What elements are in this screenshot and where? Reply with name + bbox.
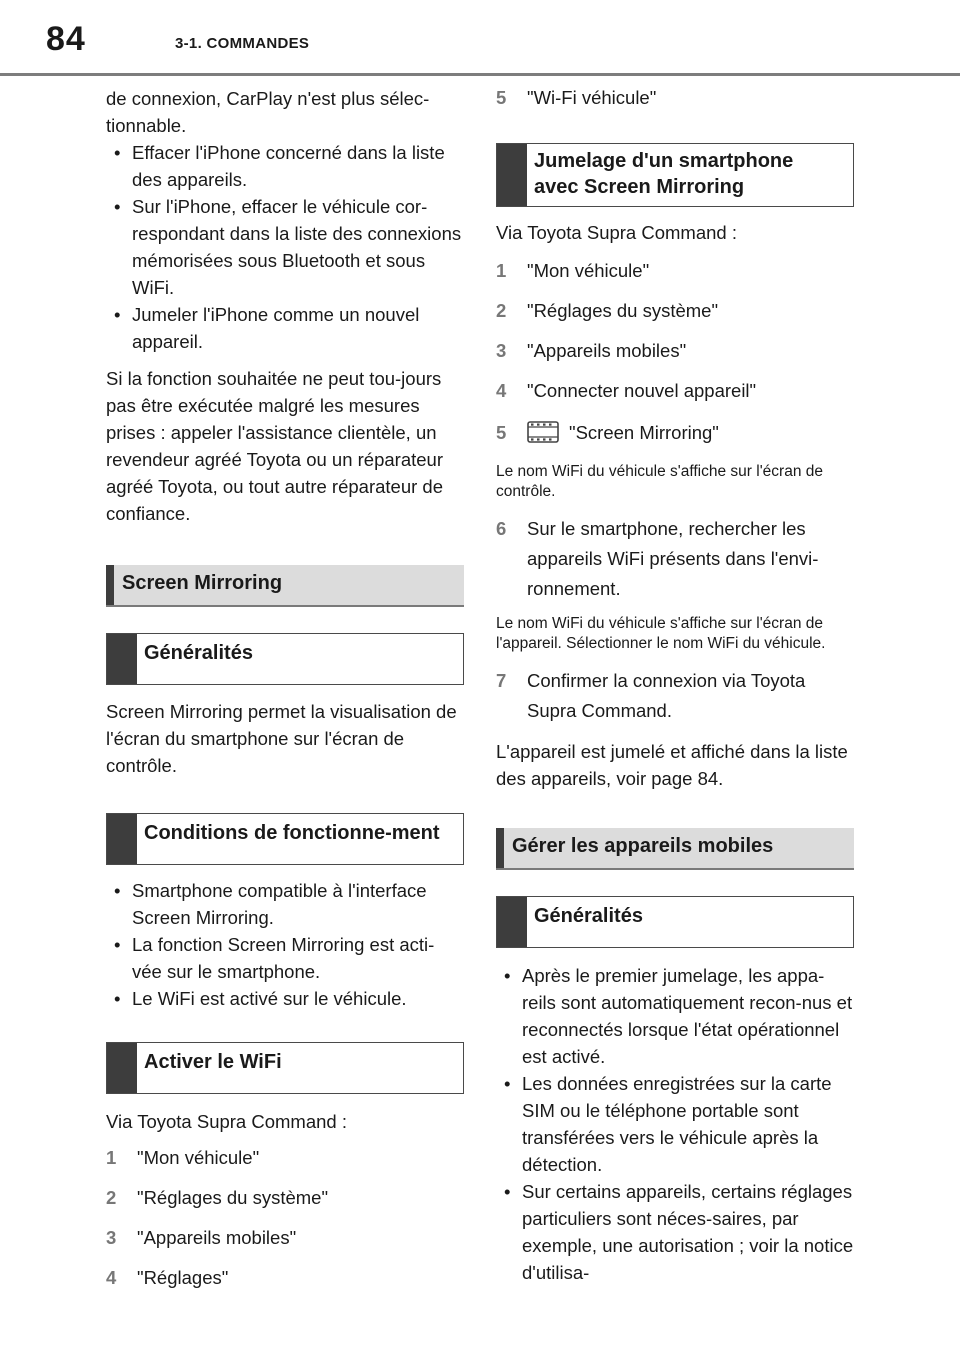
heading-gerer-appareils: Gérer les appareils mobiles <box>496 828 854 870</box>
generalites-paragraph: Screen Mirroring permet la visualisation de l'écran du smartphone sur l'écran de contrôle. <box>106 701 457 776</box>
page-header <box>0 0 960 80</box>
step-number: 5 <box>496 87 507 108</box>
step-item <box>496 256 854 286</box>
list-item: • Les données enregistrées sur la carte SIM ou le téléphone portable sont transférées vers le véhicule après la détection. <box>496 1070 854 1178</box>
step-number: 1 <box>106 1147 117 1168</box>
section-title: 3-1. COMMANDES <box>175 35 310 52</box>
step-text: Sur le smartphone, rechercher les appareils WiFi présents dans l'envi-ronnement. <box>527 518 819 599</box>
step-text: "Wi-Fi véhicule" <box>527 87 657 108</box>
step-number: 1 <box>496 260 507 281</box>
right-column <box>496 82 854 1286</box>
support-paragraph: Si la fonction souhaitée ne peut tou-jours pas être exécutée malgré les mesures prises : appeler l'assistance clientèle, un revendeur agréé Toyota ou un réparateur agréé Toyota, ou tout autre réparateur de confiance. <box>106 368 444 524</box>
step-number: 4 <box>106 1267 117 1288</box>
heading-jumelage: Jumelage d'un smartphone avec Screen Mirroring <box>496 143 854 207</box>
step-item <box>496 514 854 604</box>
step-number: 3 <box>106 1227 117 1248</box>
via-text: Via Toyota Supra Command : <box>106 1111 347 1132</box>
step-number: 2 <box>106 1187 117 1208</box>
list-item: • Sur l'iPhone, effacer le véhicule cor-respondant dans la liste des connexions mémorisées sous Bluetooth et sous WiFi. <box>106 193 464 301</box>
step-number: 6 <box>496 518 507 539</box>
step-item <box>106 1263 464 1293</box>
list-item: • Smartphone compatible à l'interface Screen Mirroring. <box>106 877 464 931</box>
step-item <box>496 418 854 452</box>
step-text: "Mon véhicule" <box>527 260 650 281</box>
step-text: "Réglages du système" <box>527 300 719 321</box>
screen-mirroring-icon <box>527 421 559 452</box>
list-item: • Jumeler l'iPhone comme un nouvel appareil. <box>106 301 464 355</box>
list-item: • Effacer l'iPhone concerné dans la liste des appareils. <box>106 139 464 193</box>
result-paragraph: L'appareil est jumelé et affiché dans la liste des appareils, voir page 84. <box>496 741 848 789</box>
heading-generalites: Généralités <box>106 633 464 685</box>
step-item <box>106 1183 464 1213</box>
step-item <box>496 336 854 366</box>
list-item: • Après le premier jumelage, les appa-reils sont automatiquement recon-nus et reconnectés lorsque l'état opérationnel est activé. <box>496 962 854 1070</box>
page-number: 84 <box>46 20 86 58</box>
step-number: 5 <box>496 422 507 443</box>
step-text: "Mon véhicule" <box>137 1147 260 1168</box>
step-number: 3 <box>496 340 507 361</box>
step-text: "Réglages du système" <box>137 1187 329 1208</box>
step-text: "Appareils mobiles" <box>527 340 687 361</box>
step-item <box>106 1223 464 1253</box>
conditions-list <box>106 877 464 1012</box>
step-text: "Appareils mobiles" <box>137 1227 297 1248</box>
heading-activer-wifi: Activer le WiFi <box>106 1042 464 1094</box>
step-text: "Réglages" <box>137 1267 229 1288</box>
list-item: • La fonction Screen Mirroring est acti-vée sur le smartphone. <box>106 931 464 985</box>
heading-generalites: Généralités <box>496 896 854 948</box>
step-text: "Screen Mirroring" <box>569 422 719 443</box>
left-column <box>106 82 464 1293</box>
step-number: 2 <box>496 300 507 321</box>
step-item <box>496 666 854 726</box>
note-paragraph: Le nom WiFi du véhicule s'affiche sur l'écran de l'appareil. Sélectionner le nom WiFi du véhicule. <box>496 615 826 652</box>
list-item: • Sur certains appareils, certains réglages particuliers sont néces-saires, par exemple, une autorisation ; voir la notice d'utilisa- <box>496 1178 854 1286</box>
heading-conditions: Conditions de fonctionne-ment <box>106 813 464 865</box>
intro-paragraph: de connexion, CarPlay n'est plus sélec-tionnable. <box>106 88 430 136</box>
gerer-bullet-list <box>496 962 854 1286</box>
heading-screen-mirroring: Screen Mirroring <box>106 565 464 607</box>
step-number: 7 <box>496 670 507 691</box>
step-text: "Connecter nouvel appareil" <box>527 380 757 401</box>
step-item <box>496 83 854 113</box>
step-text: Confirmer la connexion via Toyota Supra Command. <box>527 670 806 721</box>
via-text: Via Toyota Supra Command : <box>496 222 737 243</box>
step-item <box>496 296 854 326</box>
header-divider <box>0 73 960 76</box>
step-number: 4 <box>496 380 507 401</box>
fix-bullet-list <box>106 139 464 355</box>
list-item: • Le WiFi est activé sur le véhicule. <box>106 985 464 1012</box>
step-item <box>106 1143 464 1173</box>
step-item <box>496 376 854 406</box>
note-paragraph: Le nom WiFi du véhicule s'affiche sur l'écran de contrôle. <box>496 463 823 500</box>
